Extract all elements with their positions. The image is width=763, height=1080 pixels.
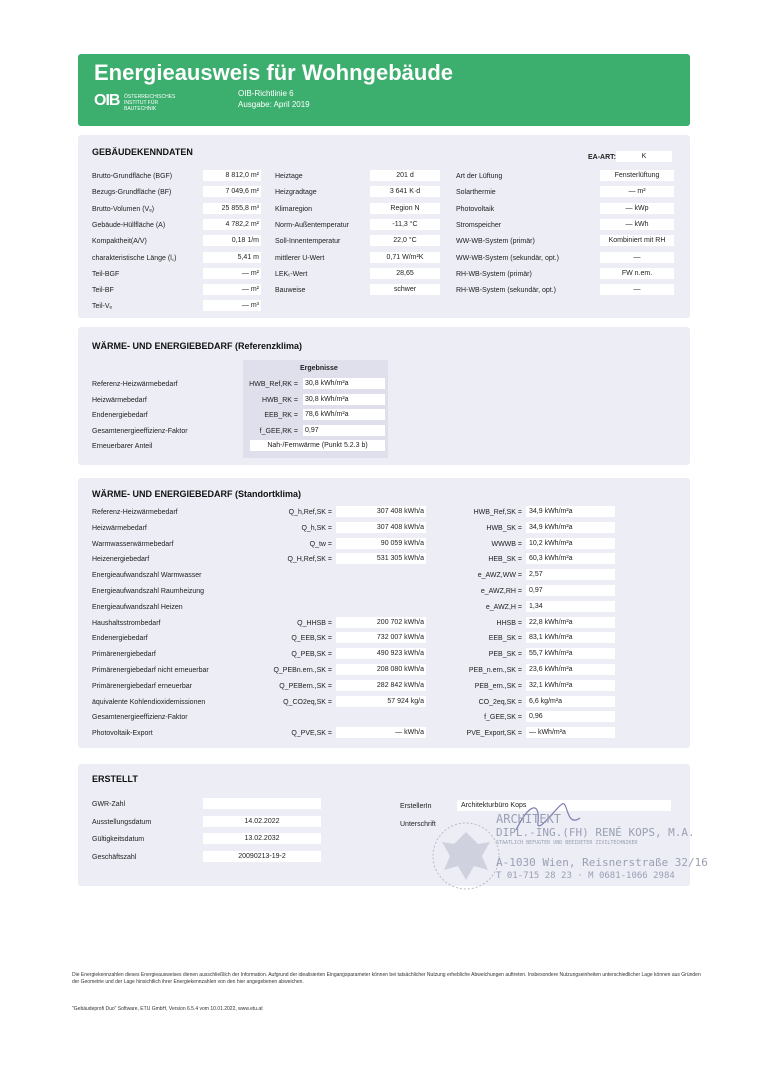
standort-symbol2: CO_2eq,SK =	[478, 698, 522, 706]
standort-symbol2: EEB_SK =	[488, 635, 522, 643]
referenz-symbol: f_GEE,RK =	[259, 427, 298, 435]
gebaeude-col3-label: WW-WB-System (sekundär, opt.)	[456, 254, 559, 262]
gebaeude-col3-value: Fensterlüftung	[600, 170, 674, 181]
standort-symbol: Q_h,SK =	[301, 524, 332, 532]
gebaeude-col2-value: -11,3 °C	[370, 219, 440, 230]
standort-value2: 10,2 kWh/m²a	[526, 538, 615, 549]
standort-value: 307 408 kWh/a	[336, 506, 426, 517]
richtlinie-label: OIB-Richtlinie 6	[238, 89, 294, 98]
standort-symbol: Q_CO2eq,SK =	[283, 698, 332, 706]
standort-value: — kWh/a	[336, 727, 426, 738]
standort-value: 208 080 kWh/a	[336, 664, 426, 675]
standort-symbol: Q_PEB,SK =	[291, 651, 332, 659]
standort-symbol: Q_H,Ref,SK =	[287, 556, 332, 564]
erstellt-heading: ERSTELLT	[92, 774, 138, 784]
standort-symbol: Q_tw =	[309, 540, 332, 548]
standort-value2: 55,7 kWh/m²a	[526, 648, 615, 659]
standort-symbol2: PVE_Export,SK =	[466, 730, 522, 738]
gebaeude-col1-value: — m²	[203, 284, 261, 295]
referenzklima-heading: WÄRME- UND ENERGIEBEDARF (Referenzklima)	[92, 341, 303, 351]
referenz-symbol: EEB_RK =	[264, 412, 298, 420]
erstellt-label: Geschäftszahl	[92, 853, 137, 861]
gebaeude-col1-value: 7 049,6 m²	[203, 186, 261, 197]
referenz-symbol: HWB_RK =	[262, 396, 298, 404]
gebaeude-col2-label: Klimaregion	[275, 205, 312, 213]
gebaeude-col1-label: Brutto-Volumen (Vₑ)	[92, 205, 155, 213]
referenz-label: Heizwärmebedarf	[92, 396, 147, 404]
referenz-value: 0,97	[303, 425, 385, 436]
erstellt-value	[203, 798, 321, 809]
standort-value: 90 059 kWh/a	[336, 538, 426, 549]
gebaeude-col1-label: Teil-Vₑ	[92, 303, 113, 311]
gebaeude-col1-label: Kompaktheit(A/V)	[92, 238, 147, 246]
gebaeude-col3-label: Art der Lüftung	[456, 173, 503, 180]
standort-value2: — kWh/m²a	[526, 727, 615, 738]
standort-label: Energieaufwandszahl Raumheizung	[92, 588, 205, 595]
gebaeude-col3-value: — m²	[600, 186, 674, 197]
erstellt-label: Gültigkeitsdatum	[92, 836, 145, 843]
standort-label: Heizenergiebedarf	[92, 556, 150, 564]
standortklima-section	[78, 478, 690, 748]
gebaeude-col2-label: Norm-Außentemperatur	[275, 221, 349, 229]
gebaeude-col1-value: 0,18 1/m	[203, 235, 261, 246]
standort-label: Heizwärmebedarf	[92, 524, 147, 532]
standort-symbol2: HWB_Ref,SK =	[473, 509, 522, 516]
standort-value2: 83,1 kWh/m²a	[526, 632, 615, 643]
referenz-label: Endenergiebedarf	[92, 412, 148, 420]
gebaeude-col3-value: FW n.em.	[600, 268, 674, 279]
gebaeude-col1-value: — m²	[203, 268, 261, 279]
gebaeude-col2-value: 3 641 K·d	[370, 186, 440, 197]
gebaeude-col1-value: 8 812,0 m²	[203, 170, 261, 181]
richtlinie-info	[238, 88, 310, 110]
gebaeude-col3-value: —	[600, 252, 674, 263]
standort-symbol: Q_HHSB =	[297, 619, 332, 627]
gebaeude-col2-value: 28,65	[370, 268, 440, 279]
footer-note: Die Energiekennzahlen dieses Energieausweises dienen ausschließlich der Information. Aufgrund der idealisierten Eingangsparameter können bei tatsächlicher Nutzung erhebliche Abweichungen auftreten. Insbesondere Nutzungseinheiten unterschiedlicher Lage können aus Gründen der Geometrie und der Lage hinsichtlich ihrer Energiekennzahlen von den hier angegebenen abweichen.	[72, 972, 701, 985]
standort-label: Energieaufwandszahl Heizen	[92, 603, 183, 611]
gebaeude-col1-label: Teil-BGF	[92, 270, 120, 278]
erstellt-label: GWR-Zahl	[92, 801, 126, 808]
erstellt-value: 20090213-19-2	[203, 851, 321, 862]
gebaeude-col2-label: LEKₜ-Wert	[275, 270, 308, 278]
standort-value: 57 924 kg/a	[336, 696, 426, 707]
stamp-line-5: T 01-715 28 23 · M 0681-1066 2984	[496, 871, 675, 881]
standort-label: Photovoltaik-Export	[92, 730, 153, 738]
standort-label: Gesamtenergieeffizienz-Faktor	[92, 714, 188, 722]
gebaeude-col1-label: charakteristische Länge (l꜀)	[92, 254, 177, 262]
standort-symbol2: e_AWZ,WW =	[477, 572, 522, 580]
standort-symbol: Q_PEBern.,SK =	[279, 682, 332, 690]
gebaeude-col1-label: Brutto-Grundfläche (BGF)	[92, 173, 173, 180]
standort-symbol2: PEB_n.ern.,SK =	[468, 667, 522, 674]
standort-value2: 0,97	[526, 585, 615, 596]
gebaeude-col1-label: Gebäude-Hüllfläche (A)	[92, 221, 166, 229]
standortklima-heading: WÄRME- UND ENERGIEBEDARF (Standortklima)	[92, 489, 302, 499]
gebaeude-col2-label: Bauweise	[275, 287, 306, 295]
referenz-label: Referenz-Heizwärmebedarf	[92, 381, 178, 388]
standort-symbol2: PEB_SK =	[488, 651, 522, 659]
standort-symbol: Q_EEB,SK =	[291, 635, 332, 643]
standort-value2: 22,8 kWh/m²a	[526, 617, 615, 628]
gebaeude-col2-label: mittlerer U-Wert	[275, 254, 325, 262]
gebaeude-col3-label: Stromspeicher	[456, 221, 502, 229]
results-label: Ergebnisse	[300, 365, 338, 372]
standort-symbol2: HEB_SK =	[488, 556, 522, 564]
standort-label: Primärenergiebedarf nicht erneuerbar	[92, 667, 209, 674]
gebaeude-col3-label: WW-WB-System (primär)	[456, 238, 535, 246]
referenz-value: Nah-/Fernwärme (Punkt 5.2.3 b)	[250, 440, 385, 451]
stamp-line-1: ARCHITEKT	[496, 812, 562, 826]
erstellt-value: 14.02.2022	[203, 816, 321, 827]
gebaeude-col2-label: Heizgradtage	[275, 189, 317, 197]
referenz-value: 30,8 kWh/m²a	[303, 378, 385, 389]
oib-logo-text: ÖSTERREICHISCHES INSTITUT FÜR BAUTECHNIK	[124, 94, 176, 112]
gebaeude-col3-value: — kWh	[600, 219, 674, 230]
gebaeude-col1-value: 5,41 m	[203, 252, 261, 263]
gebaeude-col1-label: Teil-BF	[92, 287, 114, 295]
document-title: Energieausweis für Wohngebäude	[94, 60, 453, 85]
standort-symbol: Q_PEBn.ern.,SK =	[273, 667, 332, 674]
standort-value2: 23,6 kWh/m²a	[526, 664, 615, 675]
gebaeude-col2-value: 201 d	[370, 170, 440, 181]
standort-value2: 34,9 kWh/m²a	[526, 522, 615, 533]
standort-value: 307 408 kWh/a	[336, 522, 426, 533]
standort-value2: 60,3 kWh/m²a	[526, 553, 615, 564]
gebaeude-col2-value: schwer	[370, 284, 440, 295]
standort-label: Primärenergiebedarf	[92, 651, 156, 659]
standort-symbol2: PEB_ern.,SK =	[474, 682, 522, 690]
gebaeude-col2-value: 22,0 °C	[370, 235, 440, 246]
standort-symbol2: HWB_SK =	[486, 524, 522, 532]
gebaeude-col3-label: RH-WB-System (primär)	[456, 270, 532, 278]
stamp-line-2: DIPL.-ING.(FH) RENÉ KOPS, M.A.	[496, 826, 695, 839]
standort-symbol: Q_PVE,SK =	[291, 730, 332, 738]
standort-label: Warmwasserwärmebedarf	[92, 540, 174, 548]
standort-label: Referenz-Heizwärmebedarf	[92, 509, 178, 516]
standort-symbol: Q_h,Ref,SK =	[288, 509, 332, 516]
gebaeude-col3-value: —	[600, 284, 674, 295]
gebaeude-col3-label: Photovoltaik	[456, 205, 495, 213]
gebaeude-col3-value: Kombiniert mit RH	[600, 235, 674, 246]
erstellt-label: Ausstellungsdatum	[92, 818, 152, 826]
stamp-line-3: STAATLICH BEFUGTER UND BEEIDETER ZIVILTECHNIKER	[496, 840, 638, 846]
referenz-label: Erneuerbarer Anteil	[92, 443, 153, 451]
standort-symbol2: e_AWZ,RH =	[480, 588, 522, 595]
standort-label: Energieaufwandszahl Warmwasser	[92, 572, 202, 580]
gebaeude-col3-label: Solarthermie	[456, 189, 496, 197]
gebaeude-col2-label: Heiztage	[275, 173, 303, 180]
signature-stamp	[430, 806, 710, 894]
gebaeude-col1-value: 4 782,2 m²	[203, 219, 261, 230]
gebaeude-col1-value: 25 855,8 m³	[203, 203, 261, 214]
standort-symbol2: f_GEE,SK =	[484, 714, 522, 722]
erstellt-value: 13.02.2032	[203, 833, 321, 844]
standort-symbol2: e_AWZ,H =	[485, 603, 522, 611]
standort-value: 282 842 kWh/a	[336, 680, 426, 691]
standort-value2: 0,96	[526, 711, 615, 722]
standort-label: Endenergiebedarf	[92, 635, 148, 643]
footer-software: "Gebäudeprofi Duo" Software, ETU GmbH, Version 6.5.4 vom 10.01.2022, www.etu.at	[72, 1006, 263, 1012]
gebaeude-col2-value: Region N	[370, 203, 440, 214]
standort-value2: 2,57	[526, 569, 615, 580]
ea-art-value: K	[616, 151, 672, 162]
referenz-symbol: HWB_Ref,RK =	[249, 381, 298, 388]
referenz-value: 30,8 kWh/m²a	[303, 394, 385, 405]
gebaeude-col2-label: Soll-Innentemperatur	[275, 238, 341, 246]
oib-logo: OIB	[94, 92, 120, 109]
unterschrift-label: Unterschrift	[400, 821, 436, 828]
standort-symbol2: HHSB =	[496, 619, 522, 627]
referenz-value: 78,6 kWh/m²a	[303, 409, 385, 420]
standort-value: 490 923 kWh/a	[336, 648, 426, 659]
ausgabe-label: Ausgabe: April 2019	[238, 100, 310, 109]
standort-value2: 32,1 kWh/m²a	[526, 680, 615, 691]
standort-value: 200 702 kWh/a	[336, 617, 426, 628]
gebaeude-col3-value: — kWp	[600, 203, 674, 214]
gebaeude-col1-label: Bezugs-Grundfläche (BF)	[92, 189, 172, 197]
stamp-line-4: A-1030 Wien, Reisnerstraße 32/16	[496, 856, 708, 869]
standort-value: 531 305 kWh/a	[336, 553, 426, 564]
ea-art-label: EA-ART:	[588, 154, 616, 161]
standort-label: Primärenergiebedarf erneuerbar	[92, 682, 192, 690]
standort-value2: 6,6 kg/m²a	[526, 696, 615, 707]
standort-symbol2: WWWB =	[491, 540, 522, 548]
standort-value: 732 007 kWh/a	[336, 632, 426, 643]
referenz-label: Gesamtenergieeffizienz-Faktor	[92, 427, 188, 435]
standort-value2: 34,9 kWh/m²a	[526, 506, 615, 517]
header-banner	[78, 54, 690, 126]
gebaeude-col3-label: RH-WB-System (sekundär, opt.)	[456, 287, 556, 295]
gebaeude-col1-value: — m³	[203, 300, 261, 311]
ersteller-value: Architekturbüro Kops	[457, 800, 671, 811]
standort-value2: 1,34	[526, 601, 615, 612]
ersteller-label: ErstellerIn	[400, 803, 432, 810]
standort-label: äquivalente Kohlendioxidemissionen	[92, 698, 206, 706]
gebaeude-col2-value: 0,71 W/m²K	[370, 252, 440, 263]
gebaeudekenndaten-heading: GEBÄUDEKENNDATEN	[92, 147, 193, 157]
standort-label: Haushaltsstrombedarf	[92, 619, 161, 627]
